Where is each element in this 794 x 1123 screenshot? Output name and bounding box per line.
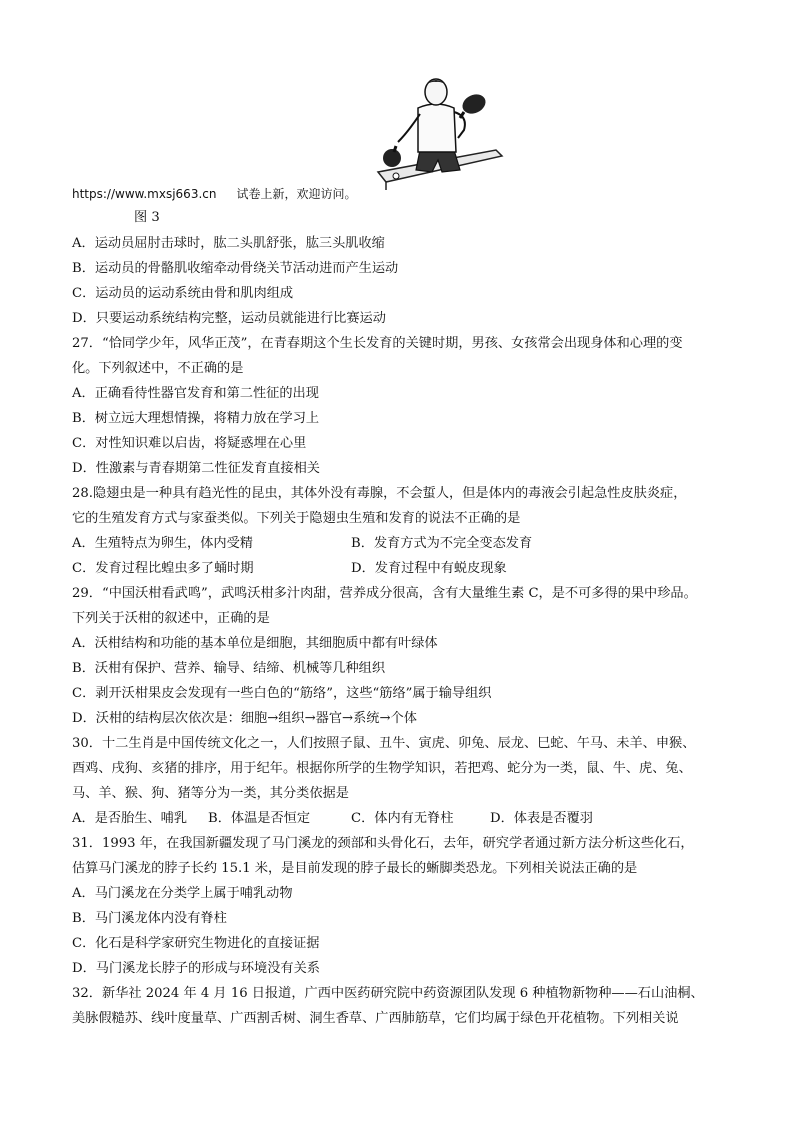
site-url[interactable]: https://www.mxsj663.cn <box>72 187 217 201</box>
q30-option-d: D．体表是否覆羽 <box>490 811 593 826</box>
q28-option-d: D．发育过程中有蜕皮现象 <box>351 561 507 576</box>
q26-option-b: B．运动员的骨骼肌收缩牵动骨绕关节活动进而产生运动 <box>72 261 399 276</box>
q26-option-d: D．只要运动系统结构完整，运动员就能进行比赛运动 <box>72 311 386 326</box>
q30-stem-2: 酉鸡、戌狗、亥猪的排序，用于纪年。根据你所学的生物学知识，若把鸡、蛇分为一类，鼠、牛、虎、兔、 <box>72 761 692 776</box>
q30-option-a: A．是否胎生、哺乳 <box>72 811 188 826</box>
q27-stem-1: 27．“恰同学少年，风华正茂”，在青春期这个生长发育的关键时期，男孩、女孩常会出现身体和心理的变 <box>72 336 683 351</box>
q28-option-a: A．生殖特点为卵生，体内受精 <box>72 536 253 551</box>
q31-option-d: D．马门溪龙长脖子的形成与环境没有关系 <box>72 961 320 976</box>
q28-option-c: C．发育过程比蝗虫多了蛹时期 <box>72 561 254 576</box>
q32-stem-2: 美脉假糙苏、线叶度量草、广西割舌树、洞生香草、广西肺筋草，它们均属于绿色开花植物。下列相关说 <box>72 1011 679 1026</box>
q29-option-a: A．沃柑结构和功能的基本单位是细胞，其细胞质中都有叶绿体 <box>72 636 438 651</box>
q31-option-c: C．化石是科学家研究生物进化的直接证据 <box>72 936 320 951</box>
q27-option-d: D．性激素与青春期第二性征发育直接相关 <box>72 461 320 476</box>
q27-option-a: A．正确看待性器官发育和第二性征的出现 <box>72 386 319 401</box>
q28-row-1 <box>72 534 253 554</box>
q27-stem-2: 化。下列叙述中，不正确的是 <box>72 361 244 376</box>
q31-option-b: B．马门溪龙体内没有脊柱 <box>72 911 227 926</box>
q31-stem-1: 31．1993 年，在我国新疆发现了马门溪龙的颈部和头骨化石，去年，研究学者通过新方法分析这些化石， <box>72 836 694 851</box>
header-line <box>72 184 356 204</box>
q31-option-a: A．马门溪龙在分类学上属于哺乳动物 <box>72 886 293 901</box>
q26-option-c: C．运动员的运动系统由骨和肌肉组成 <box>72 286 294 301</box>
q27-option-c: C．对性知识难以启齿，将疑惑埋在心里 <box>72 436 307 451</box>
q29-option-d: D．沃柑的结构层次依次是：细胞→组织→器官→系统→个体 <box>72 711 417 726</box>
q26-option-a: A．运动员屈肘击球时，肱二头肌舒张，肱三头肌收缩 <box>72 236 385 251</box>
q29-stem-2: 下列关于沃柑的叙述中，正确的是 <box>72 611 270 626</box>
q29-option-c: C．剥开沃柑果皮会发现有一些白色的“筋络”，这些“筋络”属于输导组织 <box>72 686 492 701</box>
q30-stem-1: 30．十二生肖是中国传统文化之一，人们按照子鼠、丑牛、寅虎、卯兔、辰龙、巳蛇、午马、未羊、申猴、 <box>72 736 696 751</box>
q29-stem-1: 29．“中国沃柑看武鸣”，武鸣沃柑多汁肉甜，营养成分很高，含有大量维生素 C，是不可多得的果中珍品。 <box>72 586 697 601</box>
promo-text: 试卷上新，欢迎访问。 <box>236 187 357 201</box>
figure-caption: 图 3 <box>134 210 160 225</box>
q31-stem-2: 估算马门溪龙的脖子长约 15.1 米，是目前发现的脖子最长的蜥脚类恐龙。下列相关说法正确的是 <box>72 861 638 876</box>
q27-option-b: B．树立远大理想情操，将精力放在学习上 <box>72 411 320 426</box>
q30-option-b: B．体温是否恒定 <box>208 811 311 826</box>
q28-option-b: B．发育方式为不完全变态发育 <box>351 536 533 551</box>
q29-option-b: B．沃柑有保护、营养、输导、结缔、机械等几种组织 <box>72 661 386 676</box>
q32-stem-1: 32．新华社 2024 年 4 月 16 日报道，广西中医药研究院中药资源团队发现 6 种植物新物种——石山油桐、 <box>72 986 704 1001</box>
table-tennis-player-illustration <box>368 72 504 192</box>
q28-stem-2: 它的生殖发育方式与家蚕类似。下列关于隐翅虫生殖和发育的说法不正确的是 <box>72 511 521 526</box>
q30-stem-3: 马、羊、猴、狗、猪等分为一类，其分类依据是 <box>72 786 349 801</box>
q30-option-c: C．体内有无脊柱 <box>351 811 454 826</box>
q28-stem-1: 28.隐翅虫是一种具有趋光性的昆虫，其体外没有毒腺，不会蜇人，但是体内的毒液会引起急性皮肤炎症， <box>72 486 687 501</box>
